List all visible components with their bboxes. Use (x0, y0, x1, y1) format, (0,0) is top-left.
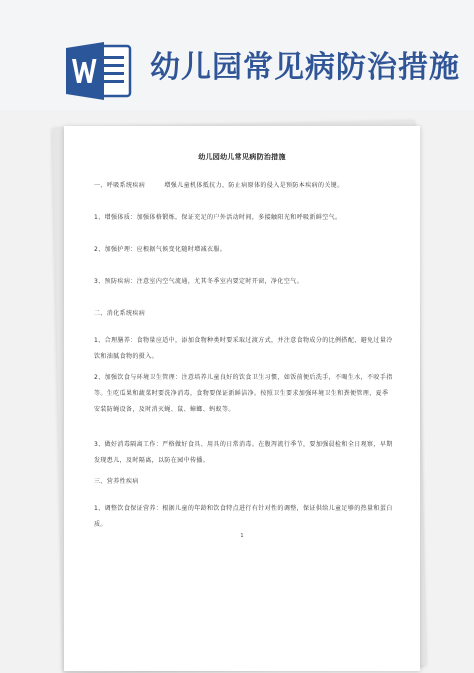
paragraph-strengthen-care: 2、加强护理：应根据气候变化随时增减衣服。 (94, 246, 227, 253)
document-title: 幼儿园幼儿常见病防治措施 (198, 153, 286, 161)
section-heading-respiratory: 一、呼吸系统疾病 增强儿童机体抵抗力，防止病原体的侵入是预防本疾病的关键。 (94, 182, 344, 189)
header-banner (0, 0, 474, 110)
paragraph-disinfection: 3、做好消毒隔离工作：严格做好食具、用具的日常消毒。在腹泻流行季节，要加强晨检和全日观察，早期发现患儿，及时隔离，以防在园中传播。 (94, 441, 393, 464)
section-heading-digestive: 二、消化系统疾病 (94, 310, 146, 317)
paragraph-strengthen-physique: 1、增强体质：加强体格锻炼，保证充足的户外活动时间，多接触阳光和呼吸新鲜空气。 (94, 214, 342, 221)
banner-title: 幼儿园常见病防治措施 (150, 50, 460, 85)
paragraph-diet: 1、合理膳养：食物量应适中，添加食物种类时要采取过渡方式，并注意食物成分的比例搭配，避免过量冷饮和油腻食物的摄入。 (94, 337, 393, 360)
word-icon (66, 42, 132, 100)
paragraph-prevent-disease: 3、预防疾病：注意室内空气流通，尤其冬季室内要定时开窗，净化空气。 (94, 278, 304, 285)
document-page (64, 126, 420, 671)
paragraph-nutrition: 1、调整饮食保证营养：根据儿童的年龄和饮食特点进行有针对性的调整，保证供给儿童足够的热量和蛋白质。 (94, 505, 393, 528)
page-number: 1 (240, 533, 244, 539)
paragraph-hygiene: 2、加强饮食与环境卫生管理：注意培养儿童良好的饮食卫生习惯，如饭前便后洗手，不喝生水，不咬手指等。生吃瓜果和蔬菜时要洗净消毒，食物要保证新鲜洁净。按照卫生要求加强环境卫生和粪便管理，夏季安装防蝇设备，及时消灭蝇、鼠、蟑螂、蚂蚁等。 (94, 374, 393, 413)
section-heading-nutrition: 三、营养性疾病 (94, 478, 139, 485)
